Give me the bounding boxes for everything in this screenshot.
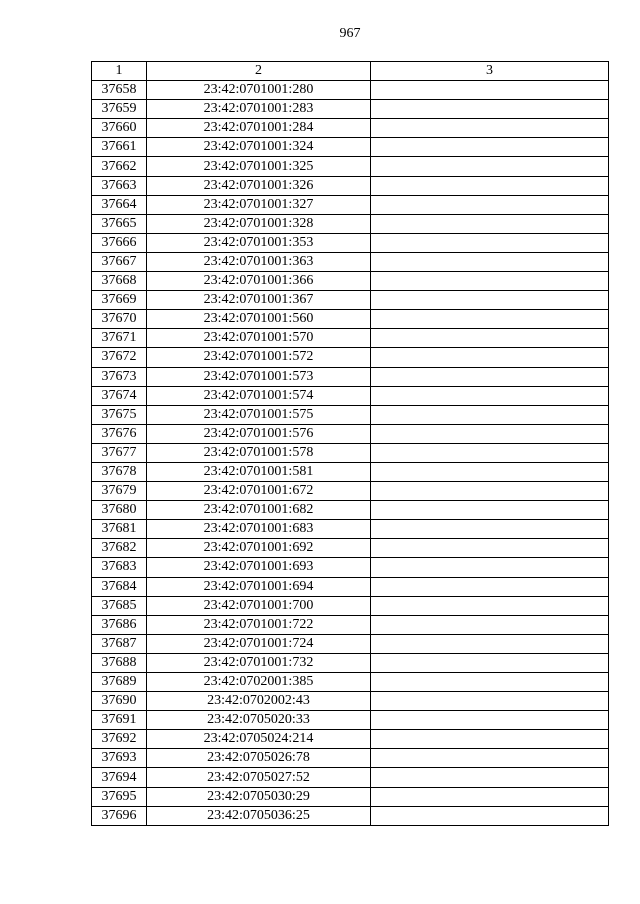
row-number-cell: 37679 [92,482,147,501]
cadastral-number-cell: 23:42:0705030:29 [147,787,371,806]
row-number-cell: 37659 [92,100,147,119]
table-row [92,501,609,520]
cadastral-number-cell: 23:42:0701001:280 [147,81,371,100]
cadastral-number-cell: 23:42:0701001:672 [147,482,371,501]
note-cell [371,443,609,462]
note-cell [371,81,609,100]
cadastral-number-cell: 23:42:0701001:283 [147,100,371,119]
cadastral-number-cell: 23:42:0705027:52 [147,768,371,787]
table-row [92,214,609,233]
table-row [92,367,609,386]
cadastral-number-cell: 23:42:0701001:363 [147,252,371,271]
note-cell [371,711,609,730]
cadastral-number-cell: 23:42:0701001:576 [147,424,371,443]
note-cell [371,291,609,310]
row-number-cell: 37663 [92,176,147,195]
row-number-cell: 37696 [92,806,147,825]
row-number-cell: 37661 [92,138,147,157]
cadastral-number-cell: 23:42:0701001:560 [147,310,371,329]
table-row [92,386,609,405]
cadastral-number-cell: 23:42:0701001:367 [147,291,371,310]
row-number-cell: 37681 [92,520,147,539]
row-number-cell: 37690 [92,692,147,711]
note-cell [371,386,609,405]
note-cell [371,348,609,367]
row-number-cell: 37674 [92,386,147,405]
note-cell [371,749,609,768]
note-cell [371,176,609,195]
cadastral-number-cell: 23:42:0701001:284 [147,119,371,138]
note-cell [371,558,609,577]
note-cell [371,272,609,291]
table-row [92,577,609,596]
cadastral-number-cell: 23:42:0701001:570 [147,329,371,348]
cadastral-number-cell: 23:42:0701001:692 [147,539,371,558]
note-cell [371,673,609,692]
table-row [92,310,609,329]
column-header-2: 2 [147,62,371,81]
table-row [92,558,609,577]
row-number-cell: 37686 [92,615,147,634]
note-cell [371,653,609,672]
table-row [92,596,609,615]
table-row [92,692,609,711]
table-row [92,100,609,119]
table-row [92,806,609,825]
row-number-cell: 37688 [92,653,147,672]
table-row [92,195,609,214]
cadastral-number-cell: 23:42:0701001:578 [147,443,371,462]
note-cell [371,329,609,348]
row-number-cell: 37658 [92,81,147,100]
table-row [92,424,609,443]
row-number-cell: 37667 [92,252,147,271]
cadastral-number-cell: 23:42:0701001:693 [147,558,371,577]
row-number-cell: 37664 [92,195,147,214]
row-number-cell: 37687 [92,634,147,653]
table-row [92,482,609,501]
row-number-cell: 37669 [92,291,147,310]
cadastral-number-cell: 23:42:0701001:572 [147,348,371,367]
cadastral-number-cell: 23:42:0701001:682 [147,501,371,520]
table-row [92,405,609,424]
row-number-cell: 37694 [92,768,147,787]
cadastral-number-cell: 23:42:0701001:700 [147,596,371,615]
note-cell [371,405,609,424]
note-cell [371,119,609,138]
table-row [92,138,609,157]
table-row [92,176,609,195]
column-header-3: 3 [371,62,609,81]
row-number-cell: 37672 [92,348,147,367]
table-row [92,119,609,138]
note-cell [371,577,609,596]
note-cell [371,615,609,634]
row-number-cell: 37676 [92,424,147,443]
note-cell [371,233,609,252]
table-row [92,329,609,348]
note-cell [371,214,609,233]
cadastral-number-cell: 23:42:0701001:732 [147,653,371,672]
row-number-cell: 37671 [92,329,147,348]
cadastral-number-cell: 23:42:0701001:325 [147,157,371,176]
row-number-cell: 37682 [92,539,147,558]
note-cell [371,768,609,787]
cadastral-number-cell: 23:42:0705036:25 [147,806,371,825]
row-number-cell: 37670 [92,310,147,329]
table-row [92,673,609,692]
table-row [92,520,609,539]
table-row [92,272,609,291]
cadastral-number-cell: 23:42:0701001:328 [147,214,371,233]
cadastral-number-cell: 23:42:0701001:327 [147,195,371,214]
cadastral-number-cell: 23:42:0701001:683 [147,520,371,539]
cadastral-number-cell: 23:42:0701001:581 [147,462,371,481]
note-cell [371,195,609,214]
cadastral-number-cell: 23:42:0701001:574 [147,386,371,405]
table-row [92,768,609,787]
cadastral-number-cell: 23:42:0701001:573 [147,367,371,386]
row-number-cell: 37692 [92,730,147,749]
table-row [92,653,609,672]
table-row [92,252,609,271]
cadastral-number-cell: 23:42:0705026:78 [147,749,371,768]
row-number-cell: 37685 [92,596,147,615]
table-row [92,749,609,768]
note-cell [371,367,609,386]
cadastral-number-cell: 23:42:0701001:353 [147,233,371,252]
note-cell [371,806,609,825]
note-cell [371,252,609,271]
note-cell [371,787,609,806]
table-row [92,462,609,481]
table-row [92,348,609,367]
table-row [92,615,609,634]
cadastral-number-cell: 23:42:0705024:214 [147,730,371,749]
note-cell [371,310,609,329]
row-number-cell: 37680 [92,501,147,520]
cadastral-number-cell: 23:42:0701001:724 [147,634,371,653]
table-row [92,730,609,749]
note-cell [371,100,609,119]
table-row [92,711,609,730]
table-row [92,539,609,558]
note-cell [371,692,609,711]
note-cell [371,462,609,481]
row-number-cell: 37660 [92,119,147,138]
table-row [92,443,609,462]
cadastral-number-cell: 23:42:0702002:43 [147,692,371,711]
cadastral-number-cell: 23:42:0702001:385 [147,673,371,692]
cadastral-number-cell: 23:42:0701001:722 [147,615,371,634]
note-cell [371,424,609,443]
row-number-cell: 37689 [92,673,147,692]
table-row [92,634,609,653]
table-body [92,81,609,826]
row-number-cell: 37677 [92,443,147,462]
cadastral-number-cell: 23:42:0701001:326 [147,176,371,195]
note-cell [371,520,609,539]
note-cell [371,501,609,520]
note-cell [371,482,609,501]
row-number-cell: 37665 [92,214,147,233]
row-number-cell: 37695 [92,787,147,806]
table-row [92,81,609,100]
note-cell [371,157,609,176]
table-row [92,787,609,806]
note-cell [371,730,609,749]
row-number-cell: 37662 [92,157,147,176]
row-number-cell: 37666 [92,233,147,252]
row-number-cell: 37675 [92,405,147,424]
table-header-row [92,62,609,81]
row-number-cell: 37673 [92,367,147,386]
cadastral-number-cell: 23:42:0701001:324 [147,138,371,157]
table-row [92,233,609,252]
table-row [92,291,609,310]
row-number-cell: 37683 [92,558,147,577]
column-header-1: 1 [92,62,147,81]
row-number-cell: 37668 [92,272,147,291]
cadastral-number-cell: 23:42:0701001:366 [147,272,371,291]
cadastral-number-cell: 23:42:0705020:33 [147,711,371,730]
cadastral-number-cell: 23:42:0701001:575 [147,405,371,424]
note-cell [371,634,609,653]
row-number-cell: 37684 [92,577,147,596]
row-number-cell: 37691 [92,711,147,730]
row-number-cell: 37693 [92,749,147,768]
table-row [92,157,609,176]
row-number-cell: 37678 [92,462,147,481]
page-number: 967 [339,26,361,41]
note-cell [371,539,609,558]
note-cell [371,596,609,615]
note-cell [371,138,609,157]
cadastral-number-cell: 23:42:0701001:694 [147,577,371,596]
registry-table [91,61,609,826]
